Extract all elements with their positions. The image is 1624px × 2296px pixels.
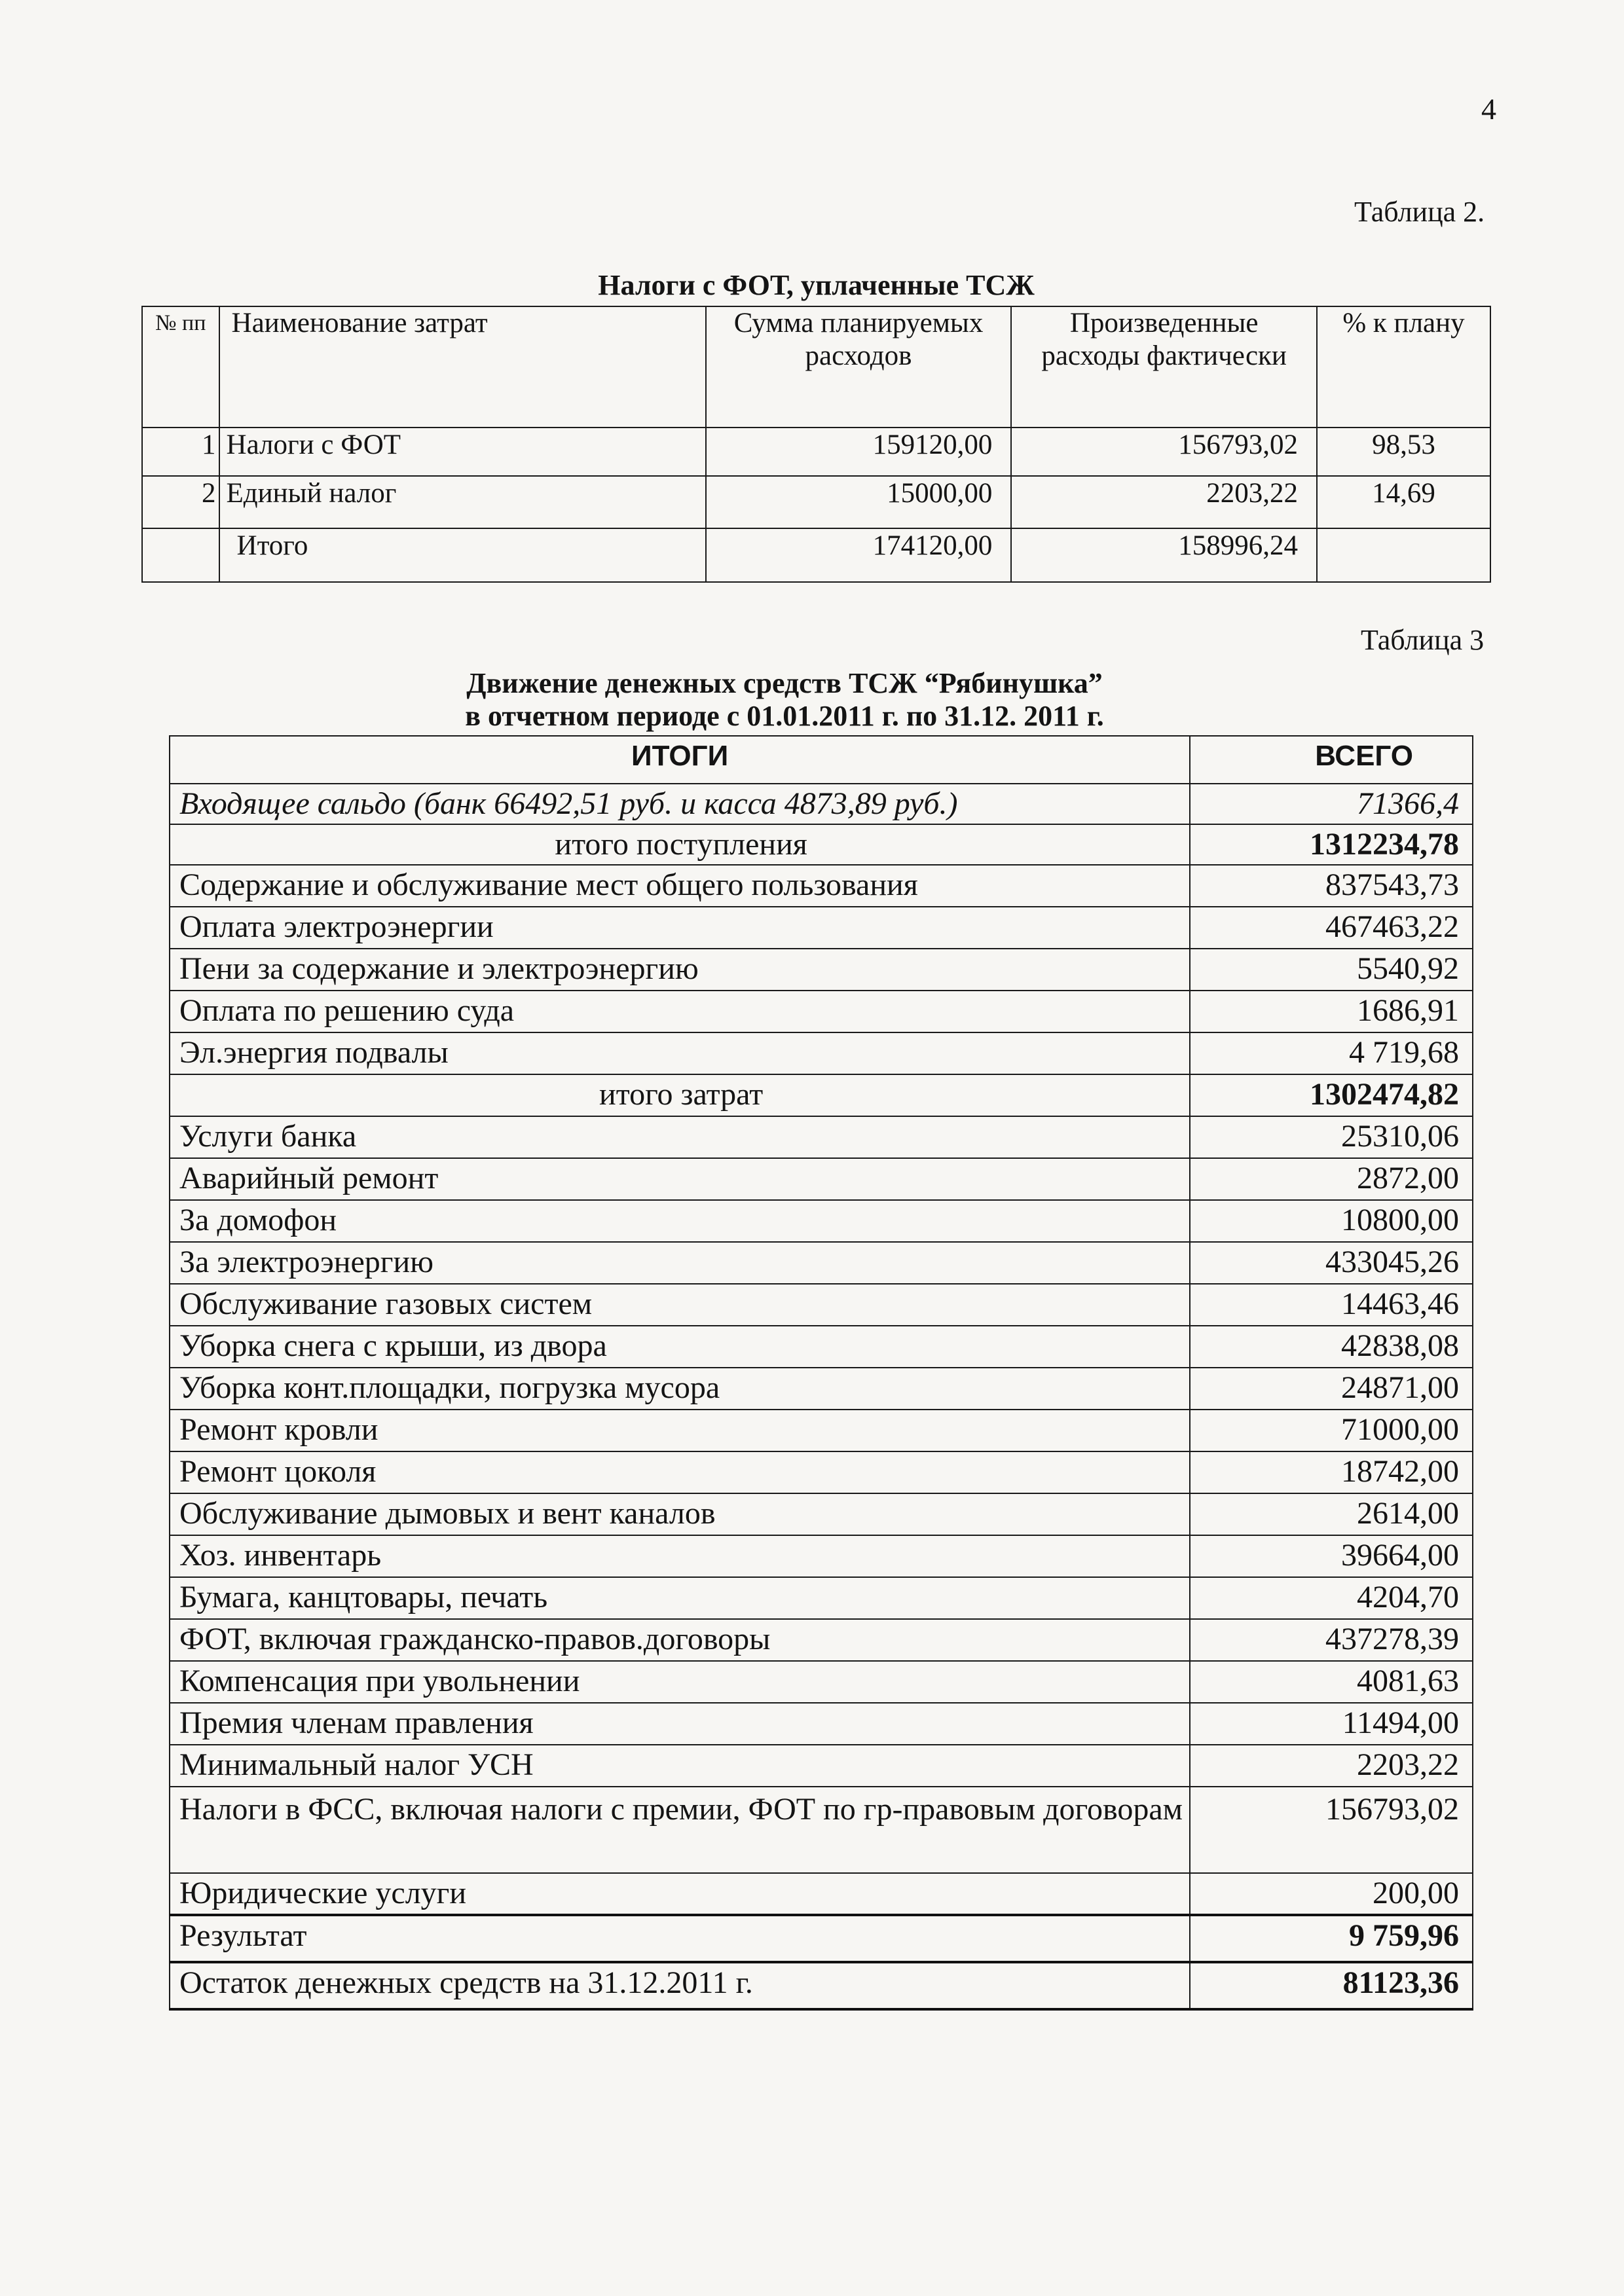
row-actual: 156793,02 xyxy=(1011,428,1317,476)
row-label: Бумага, канцтовары, печать xyxy=(170,1577,1190,1619)
table-row xyxy=(170,1703,1473,1745)
row-label: Оплата электроэнергии xyxy=(170,907,1190,949)
row-actual: 2203,22 xyxy=(1011,476,1317,528)
row-label: Аварийный ремонт xyxy=(170,1158,1190,1200)
table-row xyxy=(170,949,1473,991)
table-row-total xyxy=(142,528,1490,582)
row-value: 433045,26 xyxy=(1190,1242,1473,1284)
row-value: 2872,00 xyxy=(1190,1158,1473,1200)
table2-title: Налоги с ФОТ, уплаченные ТСЖ xyxy=(598,269,1035,301)
row-value: 200,00 xyxy=(1190,1873,1473,1915)
row-num: 1 xyxy=(142,428,219,476)
row-value: 1686,91 xyxy=(1190,991,1473,1032)
row-label: Налоги в ФСС, включая налоги с премии, ФОТ по гр-правовым договорам xyxy=(170,1787,1190,1873)
table-row xyxy=(170,1326,1473,1368)
row-label: ФОТ, включая гражданско-правов.договоры xyxy=(170,1619,1190,1661)
header-num: № пп xyxy=(142,306,219,428)
row-percent xyxy=(1317,528,1490,582)
row-name: Налоги с ФОТ xyxy=(219,428,706,476)
table-row xyxy=(170,907,1473,949)
row-value: 18742,00 xyxy=(1190,1451,1473,1493)
taxes-table xyxy=(141,306,1491,583)
row-value: 2203,22 xyxy=(1190,1745,1473,1787)
row-actual: 158996,24 xyxy=(1011,528,1317,582)
row-label: Оплата по решению суда xyxy=(170,991,1190,1032)
row-label: итого затрат xyxy=(170,1074,1190,1116)
row-value: 39664,00 xyxy=(1190,1535,1473,1577)
row-label: Премия членам правления xyxy=(170,1703,1190,1745)
table-row xyxy=(142,428,1490,476)
header-items: ИТОГИ xyxy=(170,736,1190,784)
row-percent: 14,69 xyxy=(1317,476,1490,528)
row-label: Уборка снега с крыши, из двора xyxy=(170,1326,1190,1368)
row-num xyxy=(142,528,219,582)
table-row xyxy=(170,1577,1473,1619)
row-value: 156793,02 xyxy=(1190,1787,1473,1873)
table-row xyxy=(170,1451,1473,1493)
table-row xyxy=(170,1661,1473,1703)
table-header-row xyxy=(142,306,1490,428)
row-value: 9 759,96 xyxy=(1190,1915,1473,1962)
table-row xyxy=(142,476,1490,528)
table-row xyxy=(170,1368,1473,1410)
income-total-row xyxy=(170,824,1473,865)
table2-caption: Таблица 2. xyxy=(1354,196,1485,228)
row-value: 2614,00 xyxy=(1190,1493,1473,1535)
expense-total-row xyxy=(170,1074,1473,1116)
row-label: итого поступления xyxy=(170,824,1190,865)
row-label: За домофон xyxy=(170,1200,1190,1242)
table-row xyxy=(170,865,1473,907)
row-value: 24871,00 xyxy=(1190,1368,1473,1410)
row-value: 4204,70 xyxy=(1190,1577,1473,1619)
row-value: 25310,06 xyxy=(1190,1116,1473,1158)
table-row xyxy=(170,1284,1473,1326)
table-row xyxy=(170,1410,1473,1451)
row-value: 71000,00 xyxy=(1190,1410,1473,1451)
row-planned: 15000,00 xyxy=(706,476,1012,528)
header-planned: Сумма планируемых расходов xyxy=(706,306,1012,428)
row-label: Минимальный налог УСН xyxy=(170,1745,1190,1787)
table3-title-line2: в отчетном периоде с 01.01.2011 г. по 31.12. 2011 г. xyxy=(465,700,1104,732)
table-row xyxy=(170,1535,1473,1577)
header-total: ВСЕГО xyxy=(1190,736,1473,784)
row-label: Ремонт цоколя xyxy=(170,1451,1190,1493)
table-row xyxy=(170,1787,1473,1873)
row-label: Юридические услуги xyxy=(170,1873,1190,1915)
row-value: 4 719,68 xyxy=(1190,1032,1473,1074)
table-row xyxy=(170,1493,1473,1535)
closing-balance-row xyxy=(170,1962,1473,2009)
row-name: Единый налог xyxy=(219,476,706,528)
row-label: Пени за содержание и электроэнергию xyxy=(170,949,1190,991)
row-value: 11494,00 xyxy=(1190,1703,1473,1745)
row-value: 437278,39 xyxy=(1190,1619,1473,1661)
row-label: Услуги банка xyxy=(170,1116,1190,1158)
table-row xyxy=(170,1745,1473,1787)
row-value: 10800,00 xyxy=(1190,1200,1473,1242)
table3-title-line1: Движение денежных средств ТСЖ “Рябинушка” xyxy=(466,667,1103,699)
table-header-row xyxy=(170,736,1473,784)
table-row xyxy=(170,1242,1473,1284)
table-row xyxy=(170,1200,1473,1242)
row-label: Обслуживание дымовых и вент каналов xyxy=(170,1493,1190,1535)
table-row xyxy=(170,1158,1473,1200)
row-value: 14463,46 xyxy=(1190,1284,1473,1326)
table-row xyxy=(170,1032,1473,1074)
result-row xyxy=(170,1915,1473,1962)
row-label: Обслуживание газовых систем xyxy=(170,1284,1190,1326)
row-percent: 98,53 xyxy=(1317,428,1490,476)
row-value: 42838,08 xyxy=(1190,1326,1473,1368)
row-label: Результат xyxy=(170,1915,1190,1962)
row-value: 71366,4 xyxy=(1190,784,1473,824)
row-label: Содержание и обслуживание мест общего пользования xyxy=(170,865,1190,907)
header-actual: Произведенные расходы фактически xyxy=(1011,306,1317,428)
row-label: Уборка конт.площадки, погрузка мусора xyxy=(170,1368,1190,1410)
row-planned: 174120,00 xyxy=(706,528,1012,582)
row-label: Эл.энергия подвалы xyxy=(170,1032,1190,1074)
row-num: 2 xyxy=(142,476,219,528)
row-value: 4081,63 xyxy=(1190,1661,1473,1703)
row-value: 5540,92 xyxy=(1190,949,1473,991)
row-label: Компенсация при увольнении xyxy=(170,1661,1190,1703)
header-name: Наименование затрат xyxy=(219,306,706,428)
table-row xyxy=(170,991,1473,1032)
opening-balance-row xyxy=(170,784,1473,824)
row-label: Хоз. инвентарь xyxy=(170,1535,1190,1577)
row-value: 1312234,78 xyxy=(1190,824,1473,865)
row-planned: 159120,00 xyxy=(706,428,1012,476)
cash-flow-table xyxy=(169,735,1473,2011)
row-label: Входящее сальдо (банк 66492,51 руб. и касса 4873,89 руб.) xyxy=(170,784,1190,824)
table-row xyxy=(170,1619,1473,1661)
row-label: За электроэнергию xyxy=(170,1242,1190,1284)
row-value: 81123,36 xyxy=(1190,1962,1473,2009)
row-label: Ремонт кровли xyxy=(170,1410,1190,1451)
row-value: 467463,22 xyxy=(1190,907,1473,949)
table3-caption: Таблица 3 xyxy=(1361,624,1485,656)
row-value: 1302474,82 xyxy=(1190,1074,1473,1116)
header-percent: % к плану xyxy=(1317,306,1490,428)
page-number: 4 xyxy=(1481,92,1496,126)
row-value: 837543,73 xyxy=(1190,865,1473,907)
row-name: Итого xyxy=(219,528,706,582)
table-row xyxy=(170,1116,1473,1158)
table-row xyxy=(170,1873,1473,1915)
row-label: Остаток денежных средств на 31.12.2011 г. xyxy=(170,1962,1190,2009)
